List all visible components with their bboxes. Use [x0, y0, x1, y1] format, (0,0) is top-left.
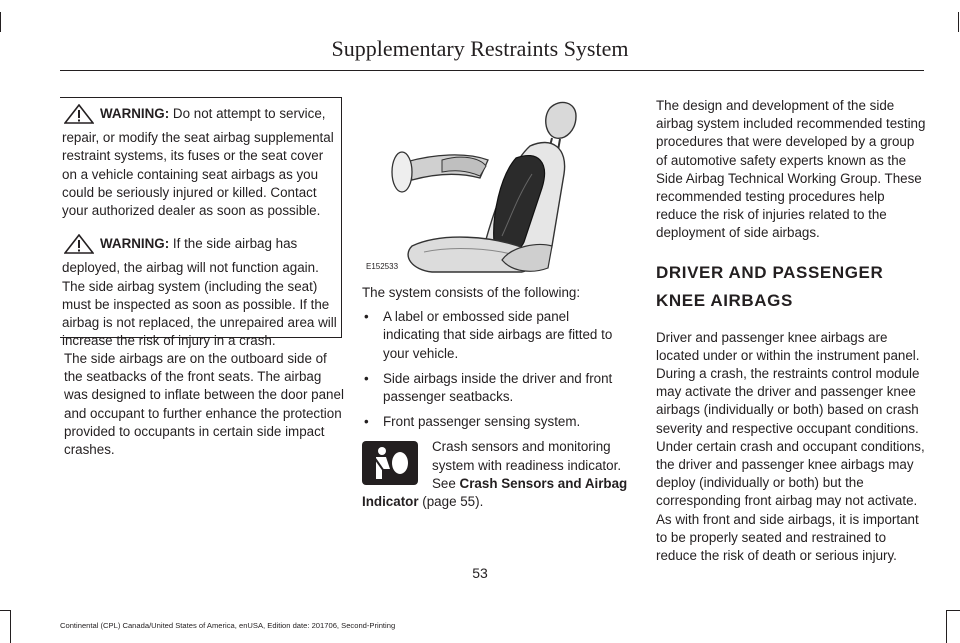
seat-airbag-figure: [362, 96, 628, 278]
system-components-list: [362, 308, 628, 431]
page-number: 53: [472, 565, 488, 581]
section-heading: DRIVER AND PASSENGER KNEE AIRBAGS: [656, 262, 884, 310]
warning-label: WARNING:: [100, 106, 170, 121]
warning-triangle-icon: [64, 104, 94, 129]
crop-mark: [958, 12, 959, 32]
warning-1: [62, 104, 339, 220]
crop-mark: [946, 610, 947, 643]
system-intro: The system consists of the following:: [362, 285, 581, 300]
footer-edition: Continental (CPL) Canada/United States of America, enUSA, Edition date: 201706, Second-Printing: [60, 621, 396, 630]
warning-text: Do not attempt to service, repair, or modify the seat airbag supplemental restraint systems, its fuses or the seat cover on a vehicle containing seat airbags as you could be seriously injured or killed. Contact your authorized dealer as soon as possible.: [62, 106, 334, 219]
warning-triangle-icon: [64, 234, 94, 259]
figure-code: E152533: [366, 262, 399, 271]
cross-reference-link[interactable]: Crash Sensors and Airbag Indicator: [362, 475, 628, 510]
warning-2: [62, 234, 339, 350]
crop-mark: [946, 610, 960, 611]
page-title: Supplementary Restraints System: [331, 36, 629, 61]
airbag-indicator-icon: [362, 441, 418, 485]
crop-mark: [0, 12, 1, 32]
crop-mark: [10, 610, 11, 643]
indicator-note: [362, 438, 628, 511]
design-paragraph: The design and development of the side airbag system included recommended testing procedures that were developed by a group of automotive safety experts known as the Side Airbag Technical Working Group. These recommended testing procedures help reduce the risk of injuries related to the deployment of side airbags.: [656, 98, 926, 241]
page-reference: (page 55).: [418, 494, 484, 510]
header-rule: [60, 70, 924, 71]
list-item: • A label or embossed side panel indicating that side airbags are fitted to your vehicle.: [364, 309, 613, 361]
bullet-icon: •: [364, 370, 369, 386]
middle-column: [362, 284, 628, 511]
knee-airbag-paragraph: Driver and passenger knee airbags are located under or within the instrument panel. During a crash, the restraints control module may activate the driver and passenger knee airbags (individually or both) based on crash severity and respective occupant conditions. Under certain crash and occupant conditions, the driver and passenger knee airbags may deploy (individually or both) but the corresponding front airbag may not activate. As with front and side airbags, it is important to be properly seated and restrained to reduce the risk of death or serious injury.: [656, 329, 925, 564]
bullet-icon: •: [364, 309, 369, 325]
crop-mark: [0, 610, 10, 611]
warning-box: [60, 97, 342, 349]
warning-label: WARNING:: [100, 236, 170, 252]
left-column: [64, 350, 344, 459]
list-item: • Side airbags inside the driver and front passenger seatbacks.: [364, 370, 613, 405]
bullet-icon: •: [364, 414, 369, 430]
warning-text: If the side airbag has deployed, the airbag will not function again. The side airbag system (including the seat) must be inspected as soon as possible. If the airbag is not replaced, the unrepaired area will increase the risk of injury in a crash.: [62, 236, 337, 349]
list-item: • Front passenger sensing system.: [362, 413, 628, 431]
side-airbag-paragraph: The side airbags are on the outboard side of the seatbacks of the front seats. The airbag was designed to inflate between the door panel and occupant to further enhance the protection provided to occupants in certain side impact crashes.: [64, 351, 344, 458]
seat-airbag-illustration: [362, 96, 628, 278]
right-column: [656, 97, 928, 565]
indicator-text: Crash sensors and monitoring system with readiness indicator. See: [432, 439, 622, 491]
